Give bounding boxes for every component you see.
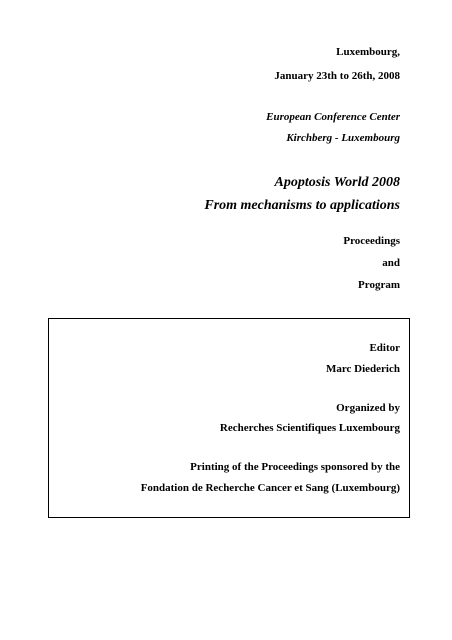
subtitle-line-2: and (382, 257, 400, 269)
title-line-1: Apoptosis World 2008 (274, 175, 400, 190)
sponsor-label: Printing of the Proceedings sponsored by the (190, 461, 400, 473)
venue-line-2: Kirchberg - Luxembourg (286, 132, 400, 144)
subtitle-line-3: Program (358, 279, 400, 291)
editor-name: Marc Diederich (325, 363, 400, 375)
organizer-name: Recherches Scientifiques Luxembourg (219, 422, 400, 434)
organizer-label: Organized by (336, 402, 400, 414)
venue-line-1: European Conference Center (266, 111, 400, 123)
editor-label: Editor (369, 342, 400, 354)
dates-text: January 23th to 26th, 2008 (274, 70, 400, 82)
title-line-2: From mechanisms to applications (204, 198, 400, 213)
subtitle-line-1: Proceedings (343, 235, 400, 247)
sponsor-name: Fondation de Recherche Cancer et Sang (Luxembourg) (140, 482, 400, 494)
location-text: Luxembourg, (336, 46, 400, 58)
